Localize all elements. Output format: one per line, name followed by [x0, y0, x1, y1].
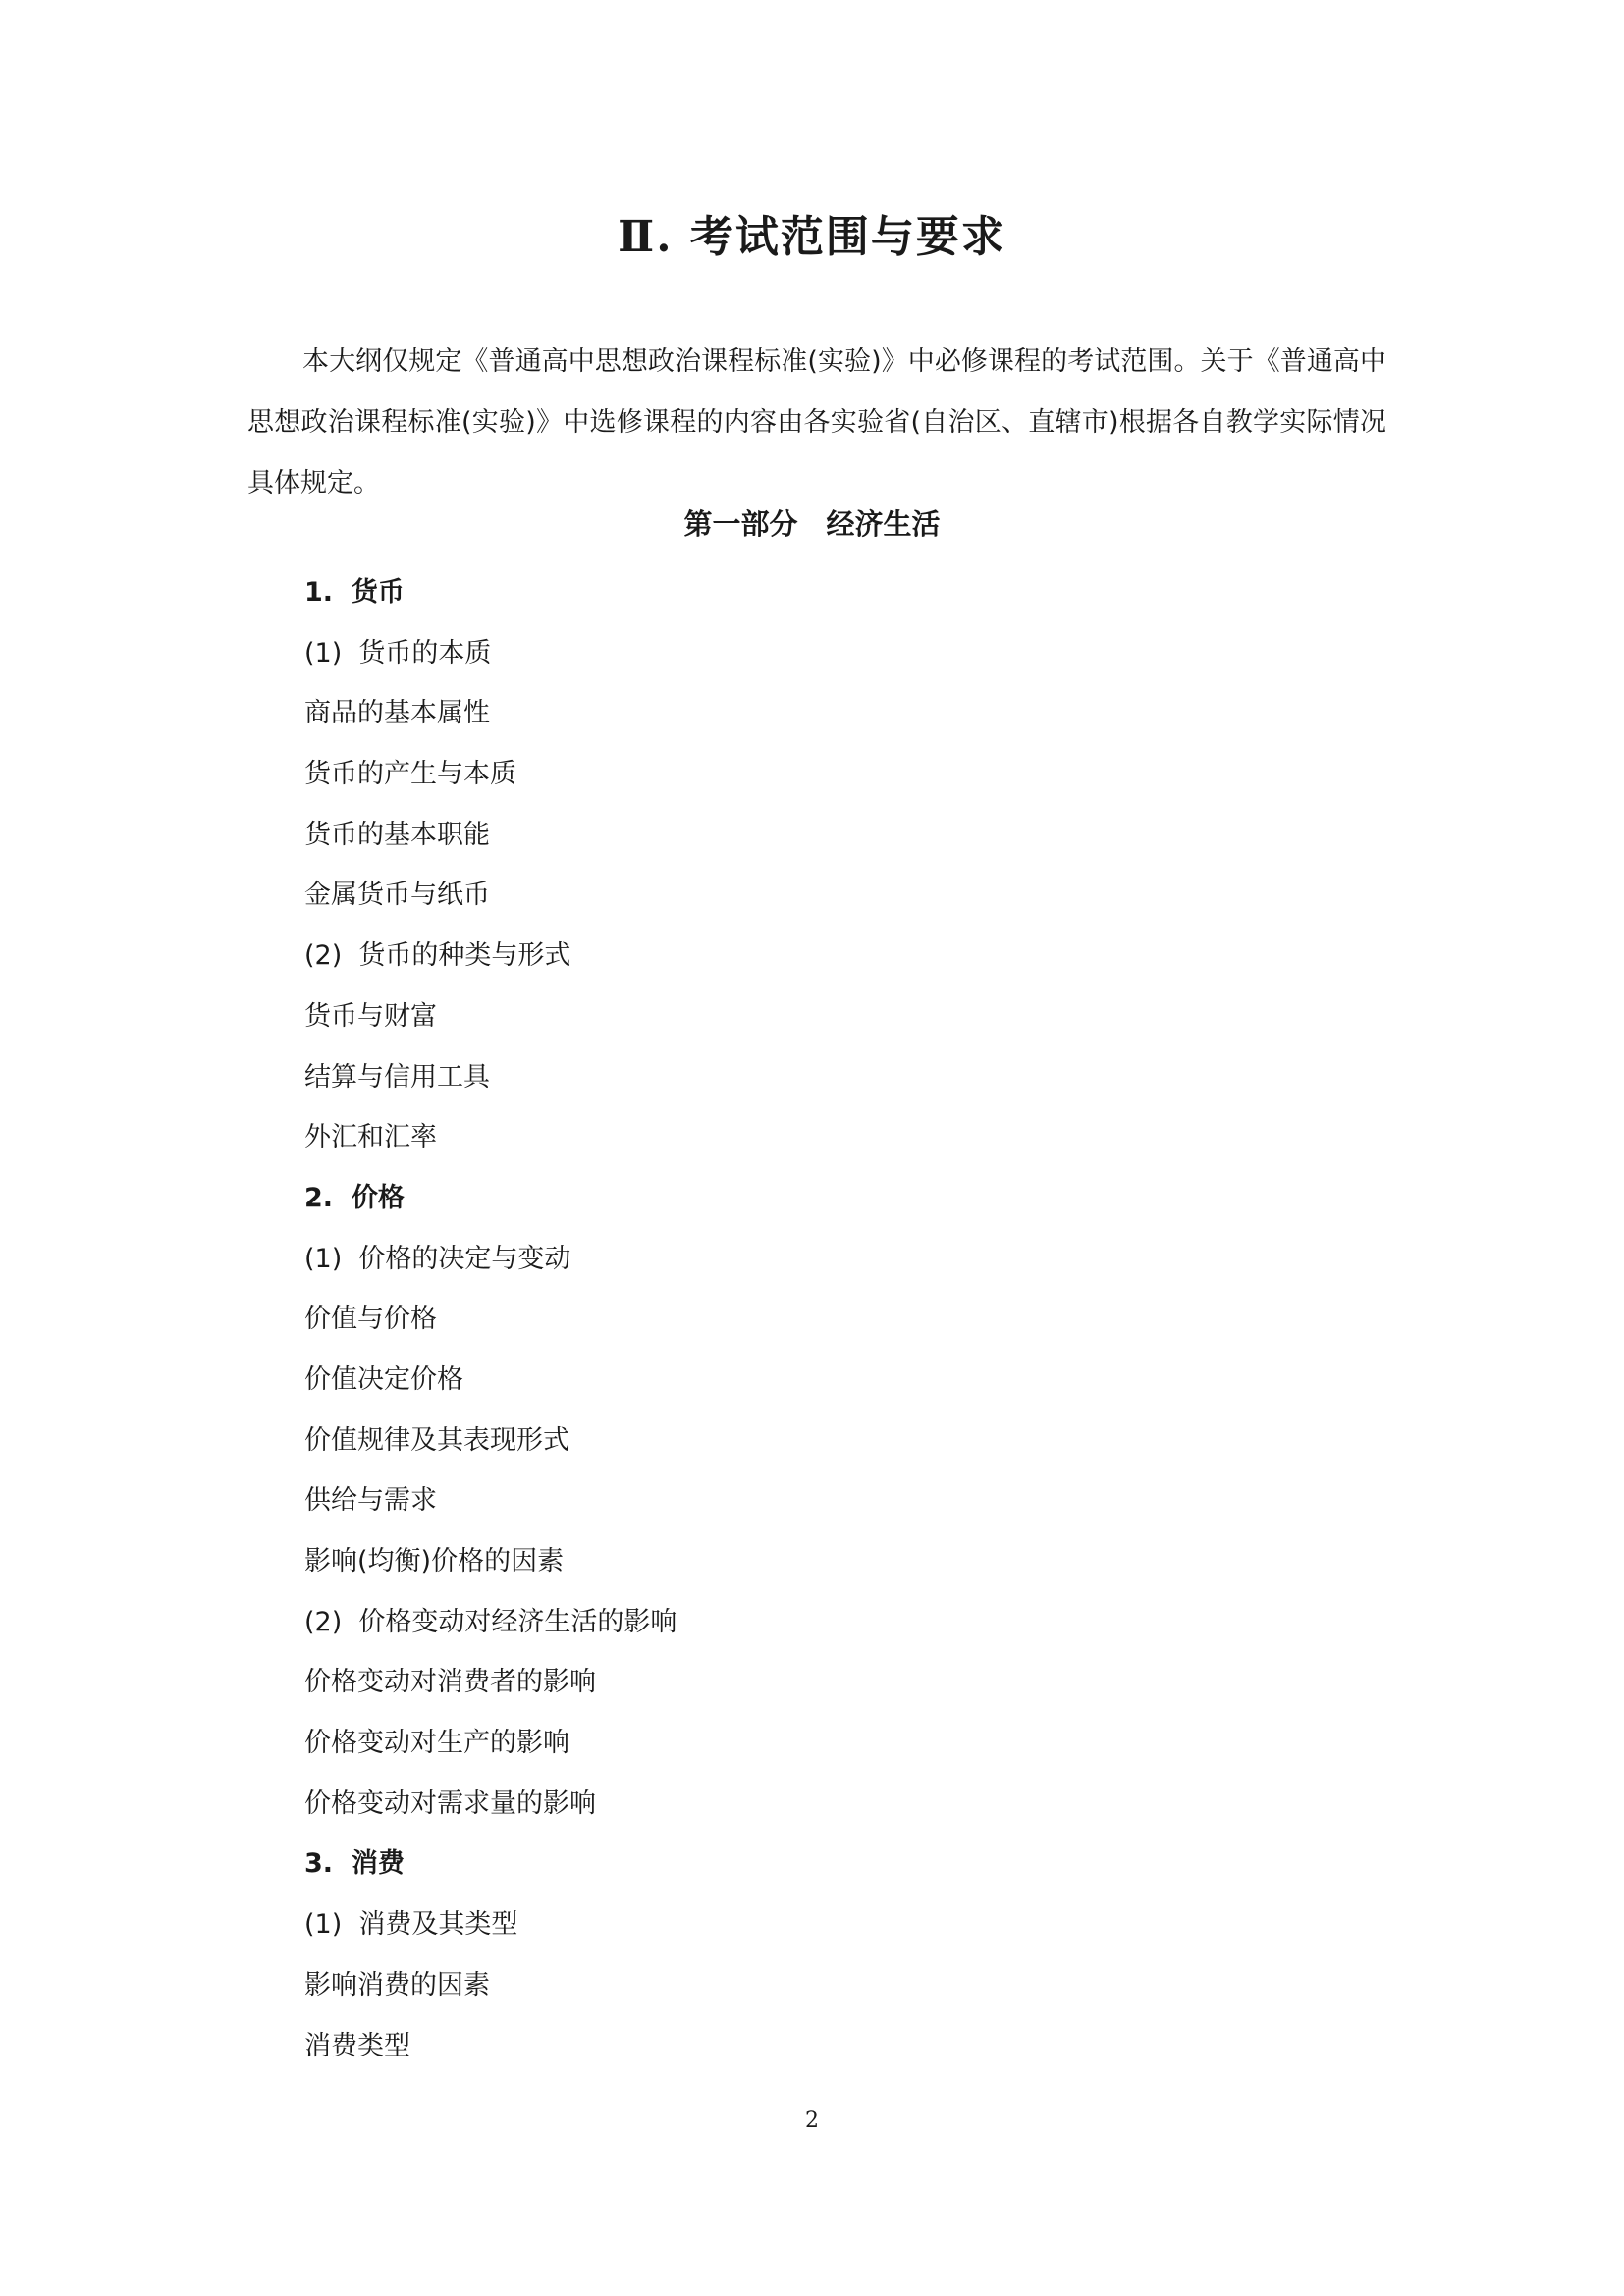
list-item: 价值决定价格 [304, 1363, 463, 1395]
syllabus-list [304, 562, 677, 2076]
intro-paragraph: 本大纲仅规定《普通高中思想政治课程标准(实验)》中必修课程的考试范围。关于《普通高中思想政治课程标准(实验)》中选修课程的内容由各实验省(自治区、直辖市)根据各自教学实际情况具体规定。 [247, 347, 1386, 499]
list-item: 货币的基本职能 [304, 819, 490, 850]
subsection-heading: (2) 价格变动对经济生活的影响 [304, 1606, 677, 1637]
list-item: 影响(均衡)价格的因素 [304, 1546, 565, 1576]
list-item: 价格变动对生产的影响 [304, 1728, 569, 1759]
list-item: 价值规律及其表现形式 [304, 1424, 569, 1456]
section-heading: 1. 货币 [304, 577, 405, 608]
page-title: Ⅱ. 考试范围与要求 [618, 212, 1006, 262]
list-item: 消费类型 [304, 2030, 410, 2061]
section-heading: 3. 消费 [304, 1848, 405, 1880]
subsection-heading: (1) 价格的决定与变动 [304, 1243, 571, 1274]
list-item: 供给与需求 [304, 1485, 437, 1517]
list-item: 价格变动对消费者的影响 [304, 1667, 596, 1698]
subsection-heading: (2) 货币的种类与形式 [304, 940, 571, 972]
list-item: 外汇和汇率 [304, 1122, 437, 1153]
list-item: 货币与财富 [304, 1000, 437, 1032]
list-item: 价值与价格 [304, 1304, 437, 1335]
part-heading: 第一部分 经济生活 [683, 507, 941, 541]
subsection-heading: (1) 消费及其类型 [304, 1909, 518, 1941]
list-item: 价格变动对需求量的影响 [304, 1788, 596, 1819]
page-number: 2 [805, 2109, 819, 2133]
section-heading: 2. 价格 [304, 1182, 405, 1213]
subsection-heading: (1) 货币的本质 [304, 637, 492, 668]
list-item: 结算与信用工具 [304, 1061, 490, 1093]
list-item: 金属货币与纸币 [304, 880, 490, 911]
list-item: 商品的基本属性 [304, 698, 490, 729]
list-item: 影响消费的因素 [304, 1969, 490, 2001]
list-item: 货币的产生与本质 [304, 759, 516, 790]
